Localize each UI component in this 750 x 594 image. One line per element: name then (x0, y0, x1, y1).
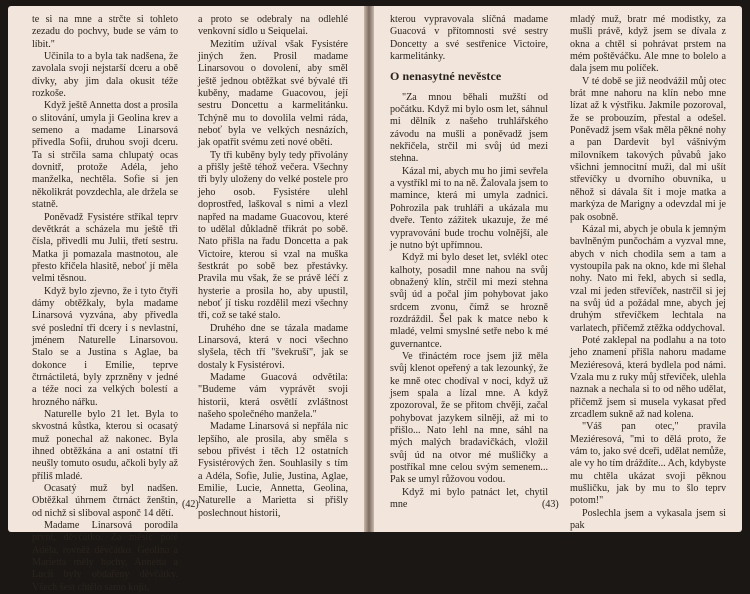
page-number: (43) (542, 499, 559, 510)
paragraph: V té době se již neodvážil můj otec brát mne nahoru na klín nebo mne lízat až k výstřiku. Jakmile pozoroval, že se probouzím, přestal a odešel. Poněvadž jsem však měla pěkné nohy a pan Dardevit byl vášnivým milovníkem takových půvabů jako všichni jemnocitní muži, dal mi ušít střevíčky u dvorního obuvníka, u něhož si dávala šít i moje matka a markýza de Marigny a odevzdal mi je pak osobně. (570, 75, 726, 223)
paragraph: a proto se odebraly na odlehlé venkovní sídlo u Seiquelai. (198, 14, 348, 38)
paragraph: "Za mnou běhali mužští od počátku. Když mi bylo osm let, sáhnul mi dělník z našeho truhlářského závodu na mušli a poněvadž jsem nekřičela, strčil mi svůj úd mezi stehna. (390, 91, 548, 165)
paragraph: Učinila to a byla tak nadšena, že zavolala svoji nejstarší dceru a obě dívky, aby jim dala okusit téže rozkoše. (32, 51, 178, 100)
paragraph: Když ještě Annetta dost a prosila o slitování, umyla ji Geolina krev a semeno a madame Linarsová přivedla Sofii, druhou svoji dceru. Ta si strčila sama chlupatý ocas dovnitř, protože Adéla, jeho manželka, nechtěla. Sofie si jen několikrát povzdechla, ale držela se statně. (32, 100, 178, 211)
paragraph: Kázal mi, abych je obula k jemným bavlněným punčochám a vyzval mne, abych v nich chodila sem a tam a vystoupila pak na okno, kde mi šlehal nohy. Nato mi řekl, abych si sedla, vzal mi jeden střevíček, nastrčil si jej na svůj úd a požádal mne, abych jej druhým střevíčkem lechtala na varlatech, přičemž ztěžka oddychoval. (570, 223, 726, 334)
page-number: (42) (182, 499, 199, 510)
left-page (8, 6, 364, 593)
paragraph: Naturelle bylo 21 let. Byla to skvostná kůstka, kterou si ocasatý muž ponechal až nakonec. Byla ihned obtěžkána a ani ostatní tři neušly tomuto osudu, ačkoli byly až příliš mladé. (32, 409, 178, 482)
paragraph: Když mi bylo deset let, svlékl otec kalhoty, posadil mne nahou na svůj obnažený klín, strčil mi mezi stehna svůj úd a počal jím pohybovat jako srdcem zvonu, čímž se hrozně rozdráždil. Šel pak k matce nebo k mladé, velmi smyslné setře nebo k mé guvernantce. (390, 252, 548, 350)
paragraph: Madame Linarsová porodila první, děvčátko. Za měsíc poté Adéla, rovněž děvčátko. Geolina a Marietta měly hochy, Annetta a Lucií byly obdařeny děvčátky. Všech šest chtělo samo kojit, (32, 520, 178, 593)
paragraph: Poslechla jsem a vykasala jsem si pak (570, 507, 726, 532)
paragraph: Madame Guacová odvětila: "Budeme vám vyprávět svoji historii, která osvětlí zvláštnost našeho společného manžela." (198, 371, 348, 420)
paragraph: Ocasatý muž byl nadšen. Obtěžkal úhrnem čtrnáct ženštin, od nichž si sliboval asponč 14 dětí. (32, 483, 178, 519)
paragraph: Madame Linarsová si nepřála nic lepšího, ale prosila, aby směla s sebou přivést i těch 12 ostatních Fysistérových žen. Souhlasily s tím a Adéla, Sofie, Julie, Justina, Aglae, Emilie, Lucie, Annetta, Geolina, Naturelle a Marietta si přišly poslechnout historii, (198, 421, 348, 519)
paragraph: Když mi bylo patnáct let, chytil mne (390, 486, 548, 511)
paragraph: kterou vypravovala slíčná madame Guacová v přítomnosti své sestry Doncetty a své sestřenice Victoire, karmelitánky. (390, 14, 548, 63)
left-page-column-2 (198, 14, 348, 520)
book-gutter (364, 6, 374, 532)
right-page-column-1 (390, 14, 548, 511)
right-page (374, 6, 742, 532)
paragraph: Druhého dne se tázala madame Linarsová, která v noci všechno slyšela, těch tří "švekruší", jak se dostaly k Fysistérovi. (198, 322, 348, 371)
right-page-column-2 (570, 14, 726, 532)
paragraph: Poněvadž Fysistére stříkal teprv devětkrát a scházela mu ještě tři čísla, přivedli mu Julii, třetí sestru. Matka ji pomazala mastnotou, ale přesto křičela hlasitě, neboť jí měla velmi těsnou. (32, 211, 178, 285)
paragraph: "Váš pan otec," pravila Meziéresová, "mi to dělá proto, že vám to, jako své dceři, udělat nemůže, ale vy ho tím dráždíte... Ach, kdybyste mu chtěla ukázat svoji pěknou mušličku, jak by mu to šlo teprv potom!" (570, 421, 726, 507)
chapter-heading: O nenasytné nevěstce (390, 69, 502, 84)
paragraph: Poté zaklepal na podlahu a na toto jeho znamení přišla nahoru madame Meziéresová, která bydlela pod námi. Vzala mu z ruky můj střevíček, ulehla naznak a nechala si to od něho udělat, přičemž jsem si musela vykasat před zrcadlem sukně až nad kolena. (570, 334, 726, 420)
paragraph: Mezitím užíval však Fysistére jiných žen. Prosil madame Linarsovou o dovolení, aby směl ještě jednou obtěžkat své bývalé tři kuběny, madame Guacovou, její sestru Doncettu a karmelitánku. Tchýně mu to dovolila velmi ráda, neboť byla ve velkých nesnázích, jak opatřit svému zeti nové oběti. (198, 38, 348, 149)
paragraph: Kázal mi, abych mu ho jimi sevřela a vystříkl mi to na ně. Žalovala jsem to mamince, která mi umyla zadnici. Pohrozila pak truhláři a ukázala mu dveře. Tento zážitek ukazuje, že mé vypravování bude trochu volnější, ale je nutno být upřímnou. (390, 165, 548, 251)
paragraph: te si na mne a strčte si tohleto zezadu do pochvy, bude se vám to líbit." (32, 14, 178, 50)
paragraph: Když bylo zjevno, že i tyto čtyři dámy obtěžkaly, byla madame Linarsová vyzvána, aby přivedla své poslední tři dcery i s nevlastní, jménem Naturelle Linarsovou. Stalo se a Justina s Aglae, ba dokonce i Emilie, teprve čtrnáctiletá, byly zprzněny v jedné a téže noci za velkých bolestí a hrozného nářku. (32, 285, 178, 408)
left-page-column-1 (32, 14, 178, 594)
paragraph: Ve třináctém roce jsem již měla svůj klenot opeřený a tak lezounký, že ke mně otec chodíval v noci, když už jsem spala a lízal mne. A když zpozoroval, že se přitom chvěji, začal pohybovat jazykem silněji, až mi to přišlo... Nato lehl na mne, sáhl na mých malých bradavičkách, vložil svůj úd na otvor mé mušličky a postříkal mne celou svým semenem... Pak se umyl růžovou vodou. (390, 350, 548, 486)
paragraph: Ty tři kuběny byly tedy přivolány a přišly ještě téhož večera. Všechny tři byly uloženy do velké postele pro jeho osob. Fysistére ulehl doprostřed, laškoval s nimi a vlezl napřed na madame Guacovou, které to udělal důkladně třikrát po sobě. Nato přišla na řadu Doncetta a pak Victoire, kterou si vzal na muška šestkrát po sobě bez přestávky. Pravila mu však, že se právě léčí z hysterie a prosila ho, aby upustil, neboť jí tisku rozdělil mezi všechny tři, což se také stalo. (198, 149, 348, 322)
paragraph: mladý muž, bratr mé modistky, za mušli právě, když jsem se dívala z okna a chtěl si pohrávat prstem na mém poštěváčku. Ale mne to bolelo a dala jsem mu políček. (570, 14, 726, 75)
